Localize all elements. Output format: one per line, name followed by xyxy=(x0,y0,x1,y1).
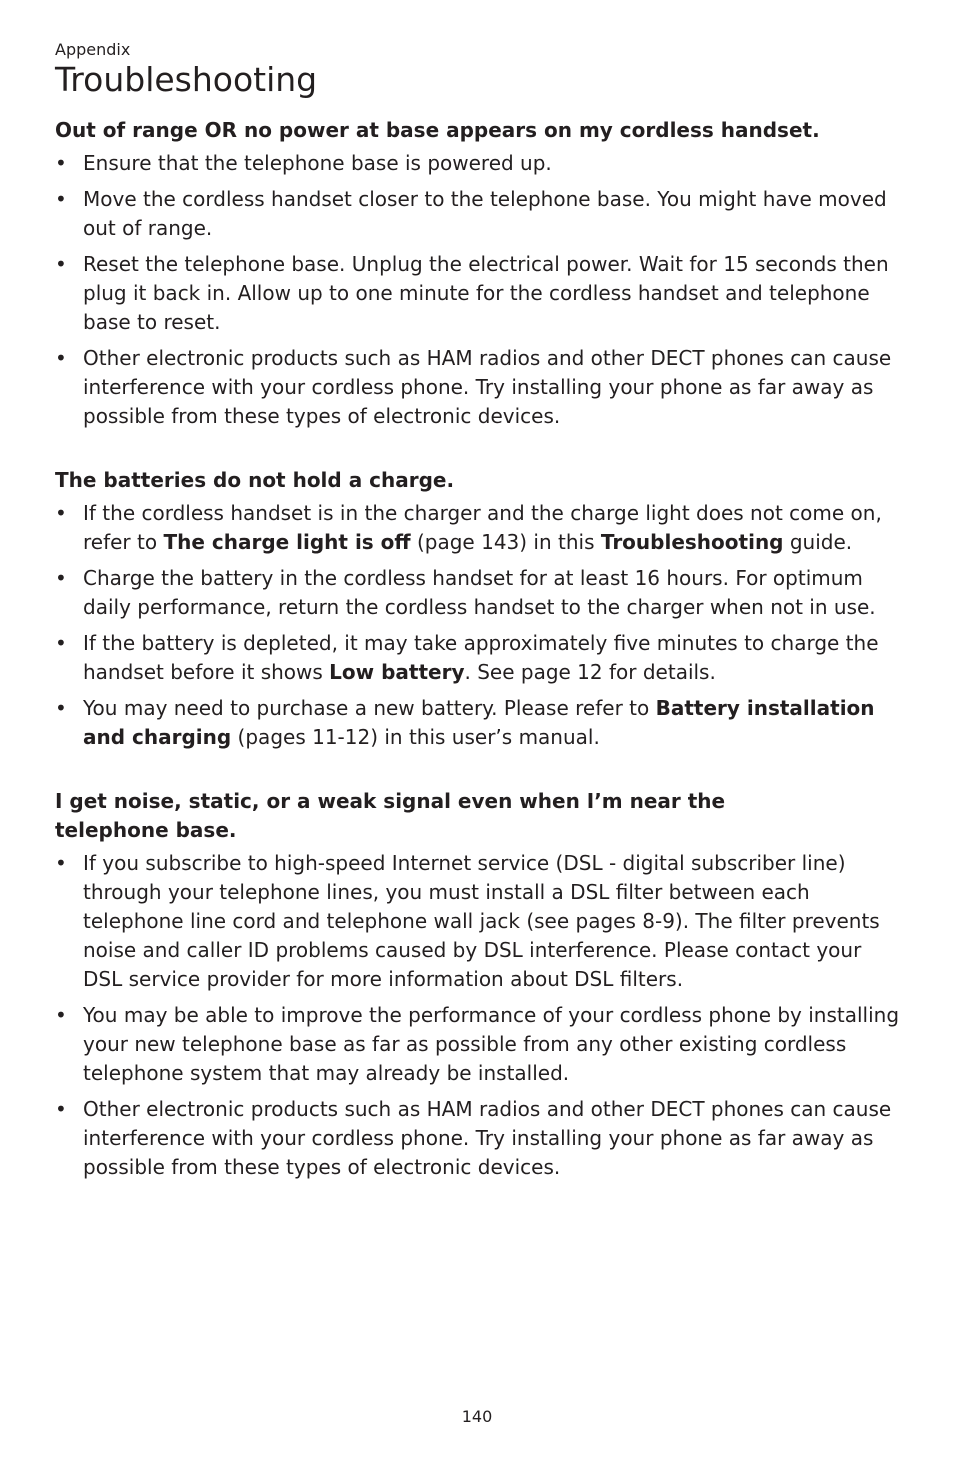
section-heading-batteries: The batteries do not hold a charge. xyxy=(55,468,455,492)
content xyxy=(55,116,905,1182)
list-item: • If you subscribe to high-speed Internet service (DSL - digital subscriber line) through your telephone lines, you must install a DSL filter between each telephone line cord and telephone wall jack (see pages 8-9). The filter prevents noise and caller ID problems caused by DSL interference. Please contact your DSL service provider for more information about DSL filters. xyxy=(55,851,880,991)
bullet-icon: • xyxy=(55,252,67,276)
list-item: • You may be able to improve the performance of your cordless phone by installing your new telephone base as far as possible from any other existing cordless telephone system that may already be installed. xyxy=(55,1003,900,1085)
bullet-icon: • xyxy=(55,187,67,211)
section-list-noise-static xyxy=(55,849,905,1182)
bullet-icon: • xyxy=(55,151,67,175)
list-item: • Charge the battery in the cordless handset for at least 16 hours. For optimum daily performance, return the cordless handset to the charger when not in use. xyxy=(55,566,876,619)
reference-low-battery: Low battery xyxy=(329,660,465,684)
bullet-icon: • xyxy=(55,696,67,720)
reference-charge-light-off: The charge light is off xyxy=(163,530,411,554)
list-item: • Other electronic products such as HAM radios and other DECT phones can cause interference with your cordless phone. Try installing your phone as far away as possible from these types of electronic devices. xyxy=(55,346,892,428)
section-list-batteries xyxy=(55,499,905,752)
page-title: Troubleshooting xyxy=(55,60,318,99)
section-heading-out-of-range: Out of range OR no power at base appears on my cordless handset. xyxy=(55,118,820,142)
list-item: • Move the cordless handset closer to the telephone base. You might have moved out of range. xyxy=(55,187,887,240)
bullet-icon: • xyxy=(55,566,67,590)
bullet-icon: • xyxy=(55,1003,67,1027)
section-heading-noise-static: I get noise, static, or a weak signal even when I’m near the telephone base. xyxy=(55,789,726,842)
list-item: • Ensure that the telephone base is powered up. xyxy=(55,149,905,178)
bullet-icon: • xyxy=(55,501,67,525)
breadcrumb: Appendix xyxy=(55,40,131,59)
section-list-out-of-range xyxy=(55,149,905,431)
bullet-icon: • xyxy=(55,851,67,875)
reference-troubleshooting: Troubleshooting xyxy=(600,530,784,554)
bullet-icon: • xyxy=(55,631,67,655)
list-item: • Other electronic products such as HAM radios and other DECT phones can cause interference with your cordless phone. Try installing your phone as far away as possible from these types of electronic devices. xyxy=(55,1097,892,1179)
page-number: 140 xyxy=(461,1407,493,1426)
list-item: • If the battery is depleted, it may take approximately five minutes to charge the handset before it shows Low battery. See page 12 for details. xyxy=(55,631,879,684)
bullet-icon: • xyxy=(55,346,67,370)
reference-battery-installation: Battery installation and charging xyxy=(83,696,875,749)
list-item: • If the cordless handset is in the charger and the charge light does not come on, refer to The charge light is off (page 143) in this Troubleshooting guide. xyxy=(55,501,882,554)
bullet-icon: • xyxy=(55,1097,67,1121)
list-item: • Reset the telephone base. Unplug the electrical power. Wait for 15 seconds then plug it back in. Allow up to one minute for the cordless handset and telephone base to reset. xyxy=(55,252,889,334)
list-item: • You may need to purchase a new battery. Please refer to Battery installation and charging (pages 11-12) in this user’s manual. xyxy=(55,696,875,749)
